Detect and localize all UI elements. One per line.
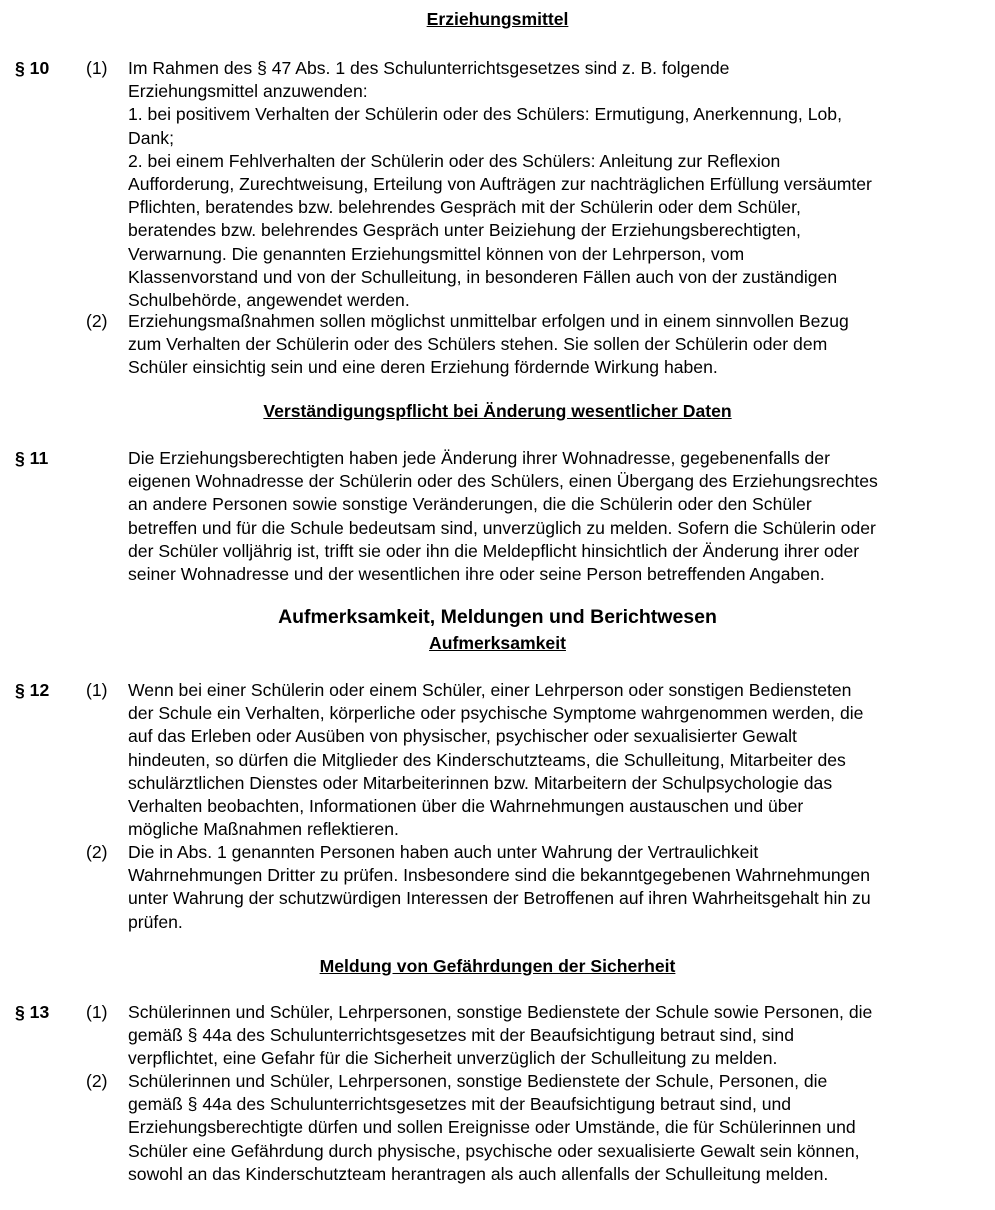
text-line: mögliche Maßnahmen reflektieren. bbox=[128, 819, 399, 840]
text-line: Verhalten beobachten, Informationen über die Wahrnehmungen austauschen und über bbox=[128, 795, 804, 816]
text-line: betreffen und für die Schule bedeutsam sind, unverzüglich zu melden. Sofern die Schülerin oder bbox=[128, 517, 876, 538]
text-line: Wahrnehmungen Dritter zu prüfen. Insbesondere sind die bekanntgegebenen Wahrnehmungen bbox=[128, 865, 871, 886]
text-line: 2. bei einem Fehlverhalten der Schülerin oder des Schülers: Anleitung zur Reflexion bbox=[128, 150, 781, 171]
section-13-para-2-number: (2) bbox=[86, 1071, 108, 1091]
text-line: der Schule ein Verhalten, körperliche oder psychische Symptome wahrgenommen werden, die bbox=[128, 703, 864, 724]
text-line: Pflichten, beratendes bzw. belehrendes Gespräch mit der Schülerin oder dem Schüler, bbox=[128, 197, 801, 218]
text-line: Klassenvorstand und von der Schulleitung, in besonderen Fällen auch von der zuständigen bbox=[128, 266, 838, 287]
heading-meldung-gefaehrdungen: Meldung von Gefährdungen der Sicherheit bbox=[319, 956, 676, 976]
text-line: 1. bei positivem Verhalten der Schülerin oder des Schülers: Ermutigung, Anerkennung, Lob, bbox=[128, 104, 842, 125]
text-line: an andere Personen sowie sonstige Veränderungen, die die Schülerin oder den Schüler bbox=[128, 494, 812, 515]
text-line: verpflichtet, eine Gefahr für die Sicherheit unverzüglich der Schulleitung zu melden. bbox=[128, 1048, 778, 1069]
section-13-para-2 bbox=[128, 1070, 988, 1186]
text-line: Wenn bei einer Schülerin oder einem Schüler, einer Lehrperson oder sonstigen Bediensteten bbox=[128, 680, 852, 700]
section-10-para-2 bbox=[128, 310, 988, 380]
text-line: seiner Wohnadresse und der wesentlichen ihre oder seine Person betreffenden Angaben. bbox=[128, 563, 825, 584]
section-13-para-1 bbox=[128, 1001, 988, 1071]
text-line: Schulbehörde, angewendet werden. bbox=[128, 289, 410, 310]
text-line: Im Rahmen des § 47 Abs. 1 des Schulunterrichtsgesetzes sind z. B. folgende bbox=[128, 58, 730, 78]
text-line: gemäß § 44a des Schulunterrichtsgesetzes mit der Beaufsichtigung betraut sind, sind bbox=[128, 1025, 795, 1046]
section-10-para-2-number: (2) bbox=[86, 311, 108, 331]
text-line: der Schüler volljährig ist, trifft sie oder ihn die Meldepflicht hinsichtlich der Änderung ihrer oder bbox=[128, 540, 860, 561]
section-label-11: § 11 bbox=[15, 448, 49, 468]
text-line: Die in Abs. 1 genannten Personen haben auch unter Wahrung der Vertraulichkeit bbox=[128, 842, 759, 862]
section-12-para-1 bbox=[128, 679, 988, 841]
text-line: Aufforderung, Zurechtweisung, Erteilung von Aufträgen zur nachträglichen Erfüllung versäumter bbox=[128, 173, 872, 194]
text-line: beratendes bzw. belehrendes Gespräch unter Beiziehung der Erziehungsberechtigten, bbox=[128, 220, 801, 241]
text-line: Dank; bbox=[128, 127, 174, 148]
section-13-para-1-number: (1) bbox=[86, 1002, 108, 1022]
text-line: eigenen Wohnadresse der Schülerin oder des Schülers, einen Übergang des Erziehungsrechtes bbox=[128, 471, 878, 492]
heading-erziehungsmittel: Erziehungsmittel bbox=[426, 9, 569, 29]
text-line: Schüler eine Gefährdung durch physische, psychische oder sexualisierte Gewalt sein können, bbox=[128, 1140, 860, 1161]
text-line: Schülerinnen und Schüler, Lehrpersonen, sonstige Bedienstete der Schule, Personen, die bbox=[128, 1071, 828, 1091]
section-10-para-1 bbox=[128, 57, 988, 312]
heading-aufmerksamkeit-meldungen: Aufmerksamkeit, Meldungen und Berichtwesen bbox=[278, 606, 717, 628]
section-label-13: § 13 bbox=[15, 1002, 50, 1022]
section-10-para-1-number: (1) bbox=[86, 58, 108, 78]
text-line: hindeuten, so dürfen die Mitglieder des Kinderschutzteams, die Schulleitung, Mitarbeiter des bbox=[128, 749, 846, 770]
section-label-10: § 10 bbox=[15, 58, 50, 78]
heading-verstaendigungspflicht: Verständigungspflicht bei Änderung wesentlicher Daten bbox=[263, 401, 732, 421]
text-line: Die Erziehungsberechtigten haben jede Änderung ihrer Wohnadresse, gegebenenfalls der bbox=[128, 448, 830, 468]
text-line: auf das Erleben oder Ausüben von physischer, psychischer oder sexualisierter Gewalt bbox=[128, 726, 797, 747]
text-line: Erziehungsberechtigte dürfen und sollen Ereignisse oder Umstände, die für Schülerinnen und bbox=[128, 1117, 856, 1138]
section-12-para-2 bbox=[128, 841, 988, 934]
text-line: schulärztlichen Dienstes oder Mitarbeiterinnen bzw. Mitarbeitern der Schulpsychologie das bbox=[128, 772, 833, 793]
text-line: sowohl an das Kinderschutzteam herantragen als auch allenfalls der Schulleitung melden. bbox=[128, 1163, 829, 1184]
text-line: Schüler einsichtig sein und eine deren Erziehung fördernde Wirkung haben. bbox=[128, 357, 718, 378]
section-label-12: § 12 bbox=[15, 680, 50, 700]
text-line: zum Verhalten der Schülerin oder des Schülers stehen. Sie sollen der Schülerin oder dem bbox=[128, 334, 828, 355]
text-line: Erziehungsmaßnahmen sollen möglichst unmittelbar erfolgen und in einem sinnvollen Bezug bbox=[128, 311, 849, 331]
text-line: Verwarnung. Die genannten Erziehungsmittel können von der Lehrperson, vom bbox=[128, 243, 745, 264]
heading-aufmerksamkeit: Aufmerksamkeit bbox=[429, 633, 566, 653]
text-line: Erziehungsmittel anzuwenden: bbox=[128, 81, 368, 102]
text-line: prüfen. bbox=[128, 911, 183, 932]
section-12-para-1-number: (1) bbox=[86, 680, 108, 700]
text-line: unter Wahrung der schutzwürdigen Interessen der Betroffenen auf ihren Wahrheitsgehalt hin zu bbox=[128, 888, 871, 909]
text-line: gemäß § 44a des Schulunterrichtsgesetzes mit der Beaufsichtigung betraut sind, und bbox=[128, 1094, 792, 1115]
section-11-para bbox=[128, 447, 988, 586]
text-line: Schülerinnen und Schüler, Lehrpersonen, sonstige Bedienstete der Schule sowie Personen, die bbox=[128, 1002, 873, 1022]
section-12-para-2-number: (2) bbox=[86, 842, 108, 862]
